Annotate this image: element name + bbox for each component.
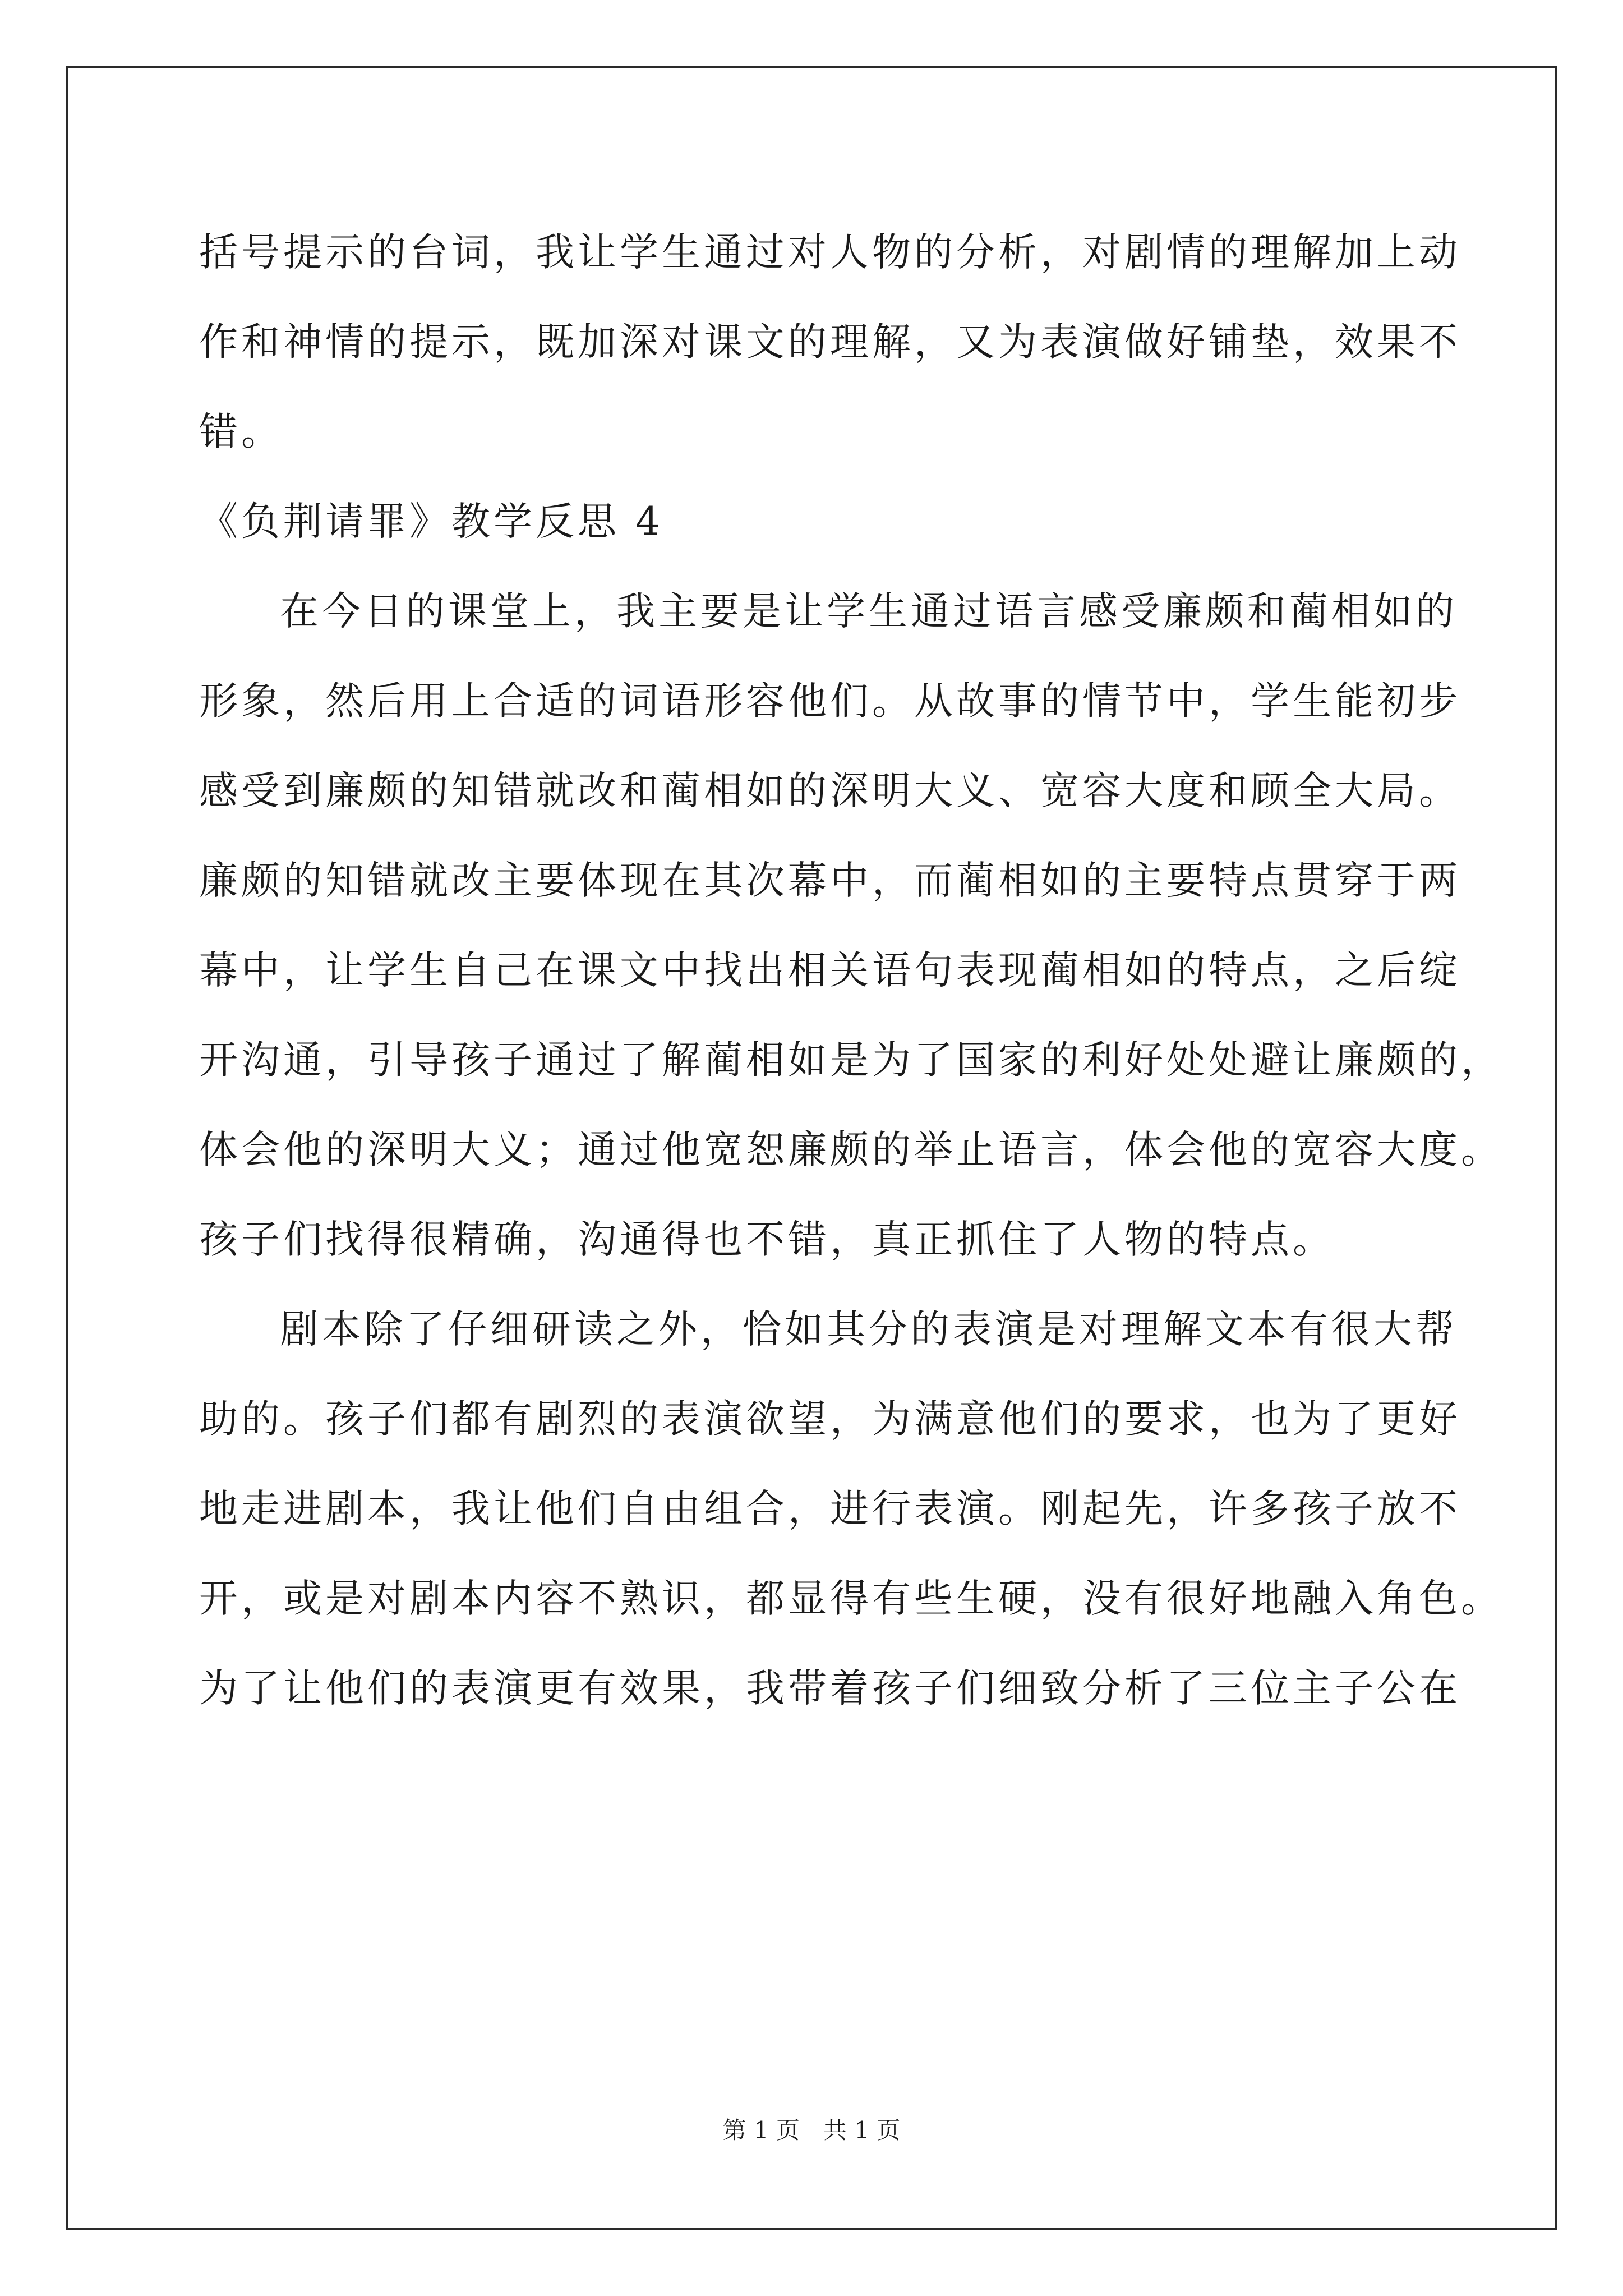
body-line: 错。 xyxy=(199,409,283,454)
body-line: 为了让他们的表演更有效果，我带着孩子们细致分析了三位主子公在 xyxy=(199,1666,1461,1711)
body-line: 开沟通，引导孩子通过了解蔺相如是为了国家的利好处处避让廉颇的， xyxy=(199,1038,1503,1083)
body-line: 形象，然后用上合适的词语形容他们。从故事的情节中，学生能初步 xyxy=(199,679,1461,724)
paragraph-first-line: 在今日的课堂上，我主要是让学生通过语言感受廉颇和蔺相如的 xyxy=(280,589,1458,634)
paragraph-first-line: 剧本除了仔细研读之外，恰如其分的表演是对理解文本有很大帮 xyxy=(280,1307,1458,1352)
body-line: 幕中，让学生自己在课文中找出相关语句表现蔺相如的特点，之后绽 xyxy=(199,948,1461,993)
page-footer: 第 1 页 共 1 页 xyxy=(722,2116,901,2144)
body-line: 地走进剧本，我让他们自由组合，进行表演。刚起先，许多孩子放不 xyxy=(199,1487,1461,1531)
body-line: 体会他的深明大义；通过他宽恕廉颇的举止语言，体会他的宽容大度。 xyxy=(199,1128,1503,1172)
body-line: 开，或是对剧本内容不熟识，都显得有些生硬，没有很好地融入角色。 xyxy=(199,1576,1503,1621)
body-line: 廉颇的知错就改主要体现在其次幕中，而蔺相如的主要特点贯穿于两 xyxy=(199,858,1461,903)
section-heading: 《负荆请罪》教学反思 4 xyxy=(199,499,663,544)
body-line: 感受到廉颇的知错就改和蔺相如的深明大义、宽容大度和顾全大局。 xyxy=(199,769,1461,813)
body-line: 作和神情的提示，既加深对课文的理解，又为表演做好铺垫，效果不 xyxy=(199,320,1461,365)
body-line: 括号提示的台词，我让学生通过对人物的分析，对剧情的理解加上动 xyxy=(199,230,1461,275)
body-line: 助的。孩子们都有剧烈的表演欲望，为满意他们的要求，也为了更好 xyxy=(199,1397,1461,1442)
body-line: 孩子们找得很精确，沟通得也不错，真正抓住了人物的特点。 xyxy=(199,1217,1335,1262)
